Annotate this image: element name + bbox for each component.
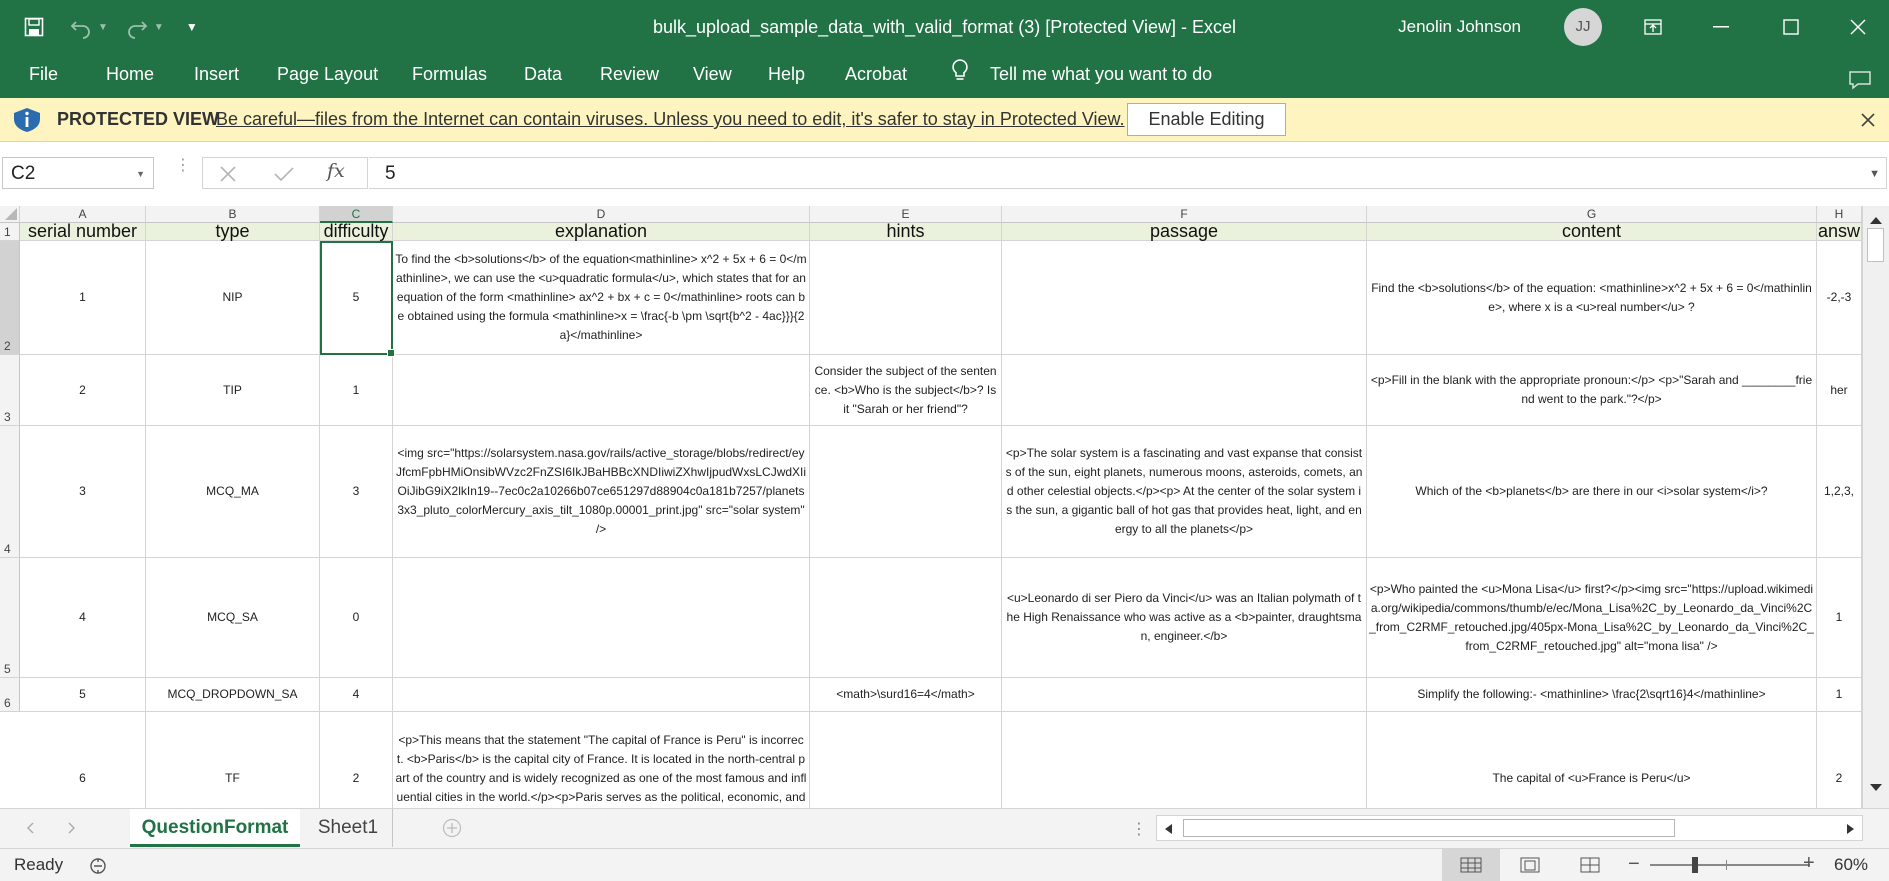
cell-e5[interactable] <box>810 558 1002 678</box>
cell-b3[interactable] <box>146 355 320 426</box>
next-sheet-icon[interactable] <box>68 821 76 839</box>
tab-help[interactable]: Help <box>768 64 806 84</box>
tab-file[interactable]: File <box>29 64 59 84</box>
cell-text: 4 <box>352 687 360 701</box>
tab-acrobat[interactable]: Acrobat <box>845 64 908 84</box>
tab-home[interactable]: Home <box>106 64 155 84</box>
cell-text: MCQ_SA <box>207 610 258 624</box>
row-number: 2 <box>4 339 11 353</box>
cell-g6[interactable] <box>1367 678 1817 712</box>
protected-view-message[interactable]: Be careful—files from the Internet can contain viruses. Unless you need to edit, it's safer to stay in Protected View. <box>216 109 1125 129</box>
cell-h5[interactable] <box>1817 558 1862 678</box>
cell-f2[interactable] <box>1002 241 1367 355</box>
cell-text: -2,-3 <box>1826 290 1852 304</box>
cell-text: NIP <box>222 290 243 304</box>
row-number: 1 <box>4 225 11 239</box>
redo-icon[interactable] <box>126 17 148 37</box>
window-title: bulk_upload_sample_data_with_valid_format (3) [Protected View] - Excel <box>653 17 1236 37</box>
header-cell-e[interactable] <box>810 223 1002 241</box>
zoom-slider[interactable] <box>1650 864 1810 866</box>
cell-d4[interactable] <box>393 426 810 558</box>
vertical-scroll-thumb[interactable] <box>1867 228 1884 262</box>
cell-e3[interactable] <box>810 355 1002 426</box>
formula-value: 5 <box>385 163 396 184</box>
tab-insert[interactable]: Insert <box>194 64 240 84</box>
cell-a2[interactable] <box>20 241 146 355</box>
header-cell-f[interactable] <box>1002 223 1367 241</box>
fill-handle[interactable] <box>387 349 395 357</box>
row-header-2[interactable] <box>0 241 20 355</box>
cell-a3[interactable] <box>20 355 146 426</box>
formula-bar <box>0 154 1889 194</box>
cell-text: explanation <box>554 221 648 241</box>
ribbon-display-options-icon[interactable] <box>1618 0 1688 54</box>
cell-text: 1,2,3, <box>1823 484 1855 498</box>
column-header-f[interactable]: F <box>1002 206 1367 223</box>
cell-text: 1 <box>1835 687 1843 701</box>
protected-view-label: PROTECTED VIEW <box>57 109 220 129</box>
new-sheet-icon[interactable] <box>442 818 462 843</box>
row-header-5[interactable] <box>0 558 20 678</box>
header-cell-b[interactable] <box>146 223 320 241</box>
avatar[interactable]: JJ <box>1564 8 1602 46</box>
cell-text: type <box>215 221 250 241</box>
tab-view[interactable]: View <box>693 64 732 84</box>
cell-text: To find the <b>solutions</b> of the equation<mathinline> x^2 + 5x + 6 = 0</mathinline>, we can use the <u>quadratic formula</u>, which states that for an equation of the form <mathinline> ax^2 + bx + c = 0</mathinline> roots can be obtained using the formula <mathinline>x = \frac{-b \pm \sqrt{b^2 - 4ac}}}{2a}</mathinline> <box>395 252 807 342</box>
cell-text: 2 <box>1835 771 1843 785</box>
cell-text: 2 <box>352 771 360 785</box>
horizontal-scrollbar[interactable] <box>1156 815 1863 841</box>
row-header-6[interactable] <box>0 678 20 712</box>
row-number: 6 <box>4 696 11 710</box>
cell-h3[interactable] <box>1817 355 1862 426</box>
cell-e4[interactable] <box>810 426 1002 558</box>
scroll-left-icon[interactable] <box>1163 822 1173 840</box>
cell-text: content <box>1561 221 1622 241</box>
minimize-button[interactable] <box>1686 0 1756 54</box>
column-header-g[interactable]: G <box>1367 206 1817 223</box>
cell-h2[interactable] <box>1817 241 1862 355</box>
status-bar <box>0 848 1889 881</box>
cell-text: 2 <box>79 382 86 397</box>
cell-text: TF <box>225 771 240 785</box>
cell-text: 1 <box>79 290 86 304</box>
name-box-value: C2 <box>11 163 36 184</box>
row-number: 5 <box>4 662 11 676</box>
cell-text: Consider the subject of the sentence. <b>Who is the subject</b>? Is it "Sarah or her friend"? <box>814 363 997 416</box>
cell-b4[interactable] <box>146 426 320 558</box>
column-header-h[interactable]: H <box>1817 206 1862 223</box>
cell-text: answ <box>1817 221 1861 241</box>
column-header-d[interactable]: D <box>393 206 810 223</box>
cell-text: MCQ_DROPDOWN_SA <box>167 687 298 701</box>
tab-page-layout[interactable]: Page Layout <box>277 64 379 84</box>
scroll-down-icon[interactable] <box>1869 780 1883 798</box>
cell-e2[interactable] <box>810 241 1002 355</box>
name-box[interactable] <box>2 157 154 189</box>
scroll-right-icon[interactable] <box>1846 822 1856 840</box>
cell-text: 5 <box>79 687 86 701</box>
cell-text: The capital of <u>France is Peru</u> <box>1492 771 1691 785</box>
cell-c4[interactable] <box>320 426 393 558</box>
name-box-dropdown-icon[interactable]: ▼ <box>136 169 145 179</box>
cell-g4[interactable] <box>1367 426 1817 558</box>
cell-text: <math>\surd16=4</math> <box>836 687 975 701</box>
zoom-slider-midmark <box>1726 860 1727 870</box>
title-bar <box>0 0 1889 54</box>
sheet-tab-questionformat[interactable]: QuestionFormat <box>130 809 300 847</box>
header-cell-c[interactable] <box>320 223 393 241</box>
header-cell-h[interactable] <box>1817 223 1862 241</box>
cell-text: Find the <b>solutions</b> of the equation: <mathinline>x^2 + 5x + 6 = 0</mathinline>, where x is a <u>real number</u> ? <box>1371 280 1812 314</box>
insert-function-icon[interactable]: fx <box>327 160 345 182</box>
prev-sheet-icon[interactable] <box>26 821 34 839</box>
cell-f3[interactable] <box>1002 355 1367 426</box>
cell-d3[interactable] <box>393 355 810 426</box>
cell-a4[interactable] <box>20 426 146 558</box>
cell-g3[interactable] <box>1367 355 1817 426</box>
zoom-in-icon[interactable]: + <box>1803 852 1815 874</box>
cell-c3[interactable] <box>320 355 393 426</box>
column-header-b[interactable]: B <box>146 206 320 223</box>
cell-h4[interactable] <box>1817 426 1862 558</box>
cell-text: TIP <box>223 382 242 397</box>
cancel-entry-icon[interactable] <box>219 166 237 187</box>
sheet-tab-sheet1[interactable]: Sheet1 <box>304 809 393 847</box>
cell-text: 5 <box>352 290 360 304</box>
row-number: 3 <box>4 410 11 424</box>
row-header-1[interactable] <box>0 223 20 241</box>
tell-me-search[interactable]: Tell me what you want to do <box>990 64 1213 84</box>
sheet-tab-bar <box>0 808 1889 848</box>
quick-access-toolbar <box>24 12 198 42</box>
header-cell-a[interactable] <box>20 223 146 241</box>
horizontal-scroll-thumb[interactable] <box>1183 819 1675 837</box>
redo-dropdown-icon[interactable]: ▼ <box>153 21 164 33</box>
tab-formulas[interactable]: Formulas <box>412 64 488 84</box>
header-cell-d[interactable] <box>393 223 810 241</box>
zoom-slider-thumb[interactable] <box>1692 857 1698 873</box>
cell-text: serial number <box>27 221 138 241</box>
page-break-view-icon[interactable] <box>1580 857 1600 878</box>
column-header-c[interactable]: C <box>320 206 393 223</box>
zoom-level[interactable]: 60% <box>1834 855 1869 874</box>
cell-text: <img src="https://solarsystem.nasa.gov/rails/active_storage/blobs/redirect/eyJfcmFpbHMiOnsibWVzc2FnZSI6IkJBaHBBcXNDIiwiZXhwIjpudWxsLCJwdXIiOiJibG9iX2lkIn19--7ec0c2a10266b07ce651297d88904c0a181b7257/planets3x3_pluto_colorMercury_axis_tilt_1080p.00001_print.jpg" src="solar system" /> <box>395 446 807 536</box>
confirm-entry-icon[interactable] <box>274 166 294 187</box>
cell-c2[interactable] <box>320 241 393 355</box>
cell-b6[interactable] <box>146 678 320 712</box>
lightbulb-icon <box>950 58 970 102</box>
protected-view-bar <box>0 98 1889 142</box>
cell-e6[interactable] <box>810 678 1002 712</box>
cell-d5[interactable] <box>393 558 810 678</box>
cell-text: <p>This means that the statement "The capital of France is Peru" is incorrect. <b>Paris</b> is the capital city of France. It is located in the north-central part of the country and is widely recognized as one of the most famous and influential cities in the world.</p><p>Paris serves as the political, economic, and <box>395 733 807 804</box>
cell-text: Which of the <b>planets</b> are there in our <i>solar system</i>? <box>1415 484 1768 498</box>
tab-data[interactable]: Data <box>524 64 563 84</box>
cell-f5[interactable] <box>1002 558 1367 678</box>
formula-bar-grip-icon[interactable]: ⋮ <box>175 157 191 174</box>
shield-info-icon <box>12 107 42 133</box>
cell-text: hints <box>886 221 925 241</box>
cell-b2[interactable] <box>146 241 320 355</box>
undo-icon[interactable] <box>70 17 92 37</box>
cell-c6[interactable] <box>320 678 393 712</box>
cell-text: her <box>1830 382 1848 397</box>
cell-h6[interactable] <box>1817 678 1862 712</box>
cell-text: <p>Fill in the blank with the appropriate pronoun:</p> <p>"Sarah and ________friend went to the park."?</p> <box>1370 373 1813 406</box>
cell-a5[interactable] <box>20 558 146 678</box>
vertical-scrollbar[interactable] <box>1862 206 1889 808</box>
cell-text: 1 <box>1835 610 1843 624</box>
page-layout-view-icon[interactable] <box>1520 857 1540 878</box>
zoom-out-icon[interactable]: − <box>1628 853 1640 875</box>
formula-input[interactable] <box>369 157 1887 189</box>
cell-g2[interactable] <box>1367 241 1817 355</box>
formula-buttons <box>202 157 368 189</box>
cell-f4[interactable] <box>1002 426 1367 558</box>
cell-d6[interactable] <box>393 678 810 712</box>
tab-split-grip-icon[interactable]: ⋮ <box>1131 821 1147 838</box>
cell-text: 3 <box>352 484 360 498</box>
cell-text: 1 <box>352 382 360 397</box>
row-header-3[interactable] <box>0 355 20 426</box>
cell-text: difficulty <box>323 221 389 241</box>
select-all-corner[interactable] <box>0 206 20 223</box>
worksheet-grid[interactable] <box>0 206 1862 808</box>
expand-formula-bar-icon[interactable]: ▼ <box>1869 168 1880 180</box>
enable-editing-button[interactable]: Enable Editing <box>1127 103 1286 136</box>
cell-text: Simplify the following:- <mathinline> \frac{2\sqrt16}4</mathinline> <box>1417 687 1766 701</box>
ribbon-tabs <box>0 54 1889 98</box>
column-header-e[interactable]: E <box>810 206 1002 223</box>
close-button[interactable] <box>1826 0 1889 54</box>
save-icon[interactable] <box>24 17 44 37</box>
cell-text: 4 <box>79 610 86 624</box>
cell-a6[interactable] <box>20 678 146 712</box>
cell-text: <p>Who painted the <u>Mona Lisa</u> first?</p><img src="https://upload.wikimedia.org/wikipedia/commons/thumb/e/ec/Mona_Lisa%2C_by_Leonardo_da_Vinci%2C_from_C2RMF_retouched.jpg/405px-Mona_Lisa%2C_by_Leonardo_da_Vinci%2C_from_C2RMF_retouched.jpg" alt="mona lisa" /> <box>1369 581 1814 653</box>
cell-text: <u>Leonardo di ser Piero da Vinci</u> was an Italian polymath of the High Renaissance who was active as a <b>painter, draughtsman, engineer.</b> <box>1006 591 1362 643</box>
cell-text: MCQ_MA <box>206 484 259 498</box>
column-header-a[interactable]: A <box>20 206 146 223</box>
header-cell-g[interactable] <box>1367 223 1817 241</box>
cell-text: 6 <box>79 771 86 785</box>
row-header-4[interactable] <box>0 426 20 558</box>
cell-c5[interactable] <box>320 558 393 678</box>
cell-g5[interactable] <box>1367 558 1817 678</box>
customize-toolbar-icon[interactable]: ▼ <box>185 20 198 34</box>
cell-d2[interactable] <box>393 241 810 355</box>
user-name[interactable]: Jenolin Johnson <box>1398 17 1521 36</box>
tab-review[interactable]: Review <box>600 64 660 84</box>
normal-view-button[interactable] <box>1442 849 1500 881</box>
maximize-button[interactable] <box>1756 0 1826 54</box>
row-number: 4 <box>4 542 11 556</box>
cell-f6[interactable] <box>1002 678 1367 712</box>
cell-text: <p>The solar system is a fascinating and vast expanse that consists of the sun, eight planets, numerous moons, asteroids, comets, and other celestial objects.</p><p> At the center of the solar system is the sun, a gigantic ball of hot gas that provides heat, light, and energy to all the planets</p> <box>1005 446 1363 536</box>
cell-text: 0 <box>352 610 360 624</box>
cell-text: passage <box>1149 221 1219 241</box>
status-ready: Ready <box>14 855 64 874</box>
close-banner-icon[interactable] <box>1860 98 1876 141</box>
accessibility-icon[interactable] <box>88 856 108 881</box>
cell-text: 3 <box>79 484 86 498</box>
cell-b5[interactable] <box>146 558 320 678</box>
undo-dropdown-icon[interactable]: ▼ <box>98 21 108 33</box>
